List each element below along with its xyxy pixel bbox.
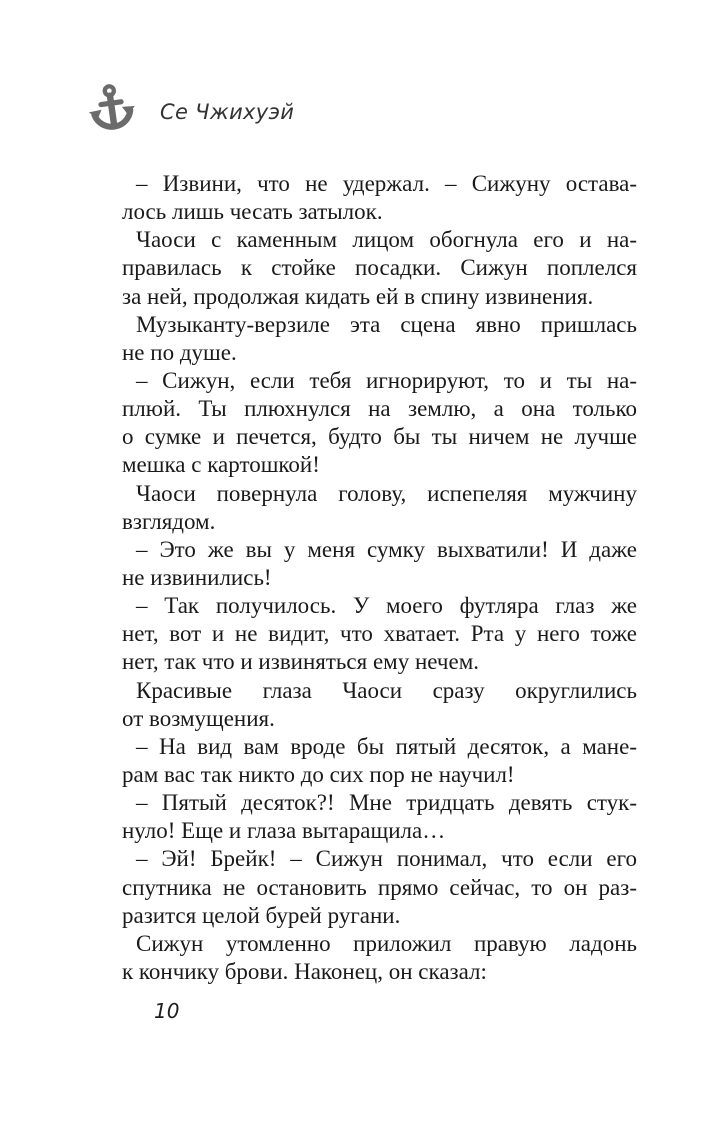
paragraph [122, 789, 637, 845]
paragraph [122, 733, 637, 789]
text-line: рам вас так никто до сих пор не научил! [122, 761, 515, 787]
text-line: – Это же вы у меня сумку выхватили! И даже [136, 536, 637, 562]
anchor-icon [82, 79, 141, 142]
text-line: спутника не остановить прямо сейчас, то он раз- [122, 874, 637, 900]
paragraph [122, 677, 637, 733]
paragraph [122, 170, 637, 226]
text-line: от возмущения. [122, 705, 275, 731]
page-number: 10 [154, 999, 180, 1023]
text-line: взглядом. [122, 508, 216, 534]
text-line: нуло! Еще и глаза вытаращила… [122, 818, 446, 844]
paragraph [122, 592, 637, 676]
text-line: не по душе. [122, 339, 237, 365]
text-line: лось лишь чесать затылок. [122, 199, 383, 225]
text-line: – На вид вам вроде бы пятый десяток, а мане- [136, 733, 637, 759]
page-text [122, 170, 637, 986]
text-line: – Сижун, если тебя игнорируют, то и ты на- [136, 367, 637, 393]
text-line: не извинились! [122, 564, 272, 590]
text-line: плюй. Ты плюхнулся на землю, а она только [122, 396, 637, 422]
text-line: – Эй! Брейк! – Сижун понимал, что если его [136, 846, 637, 872]
text-line: нет, так что и извиняться ему нечем. [122, 649, 479, 675]
paragraph [122, 226, 637, 310]
text-line: Сижун утомленно приложил правую ладонь [136, 930, 637, 956]
text-line: – Пятый десяток?! Мне тридцать девять стук- [136, 790, 637, 816]
text-line: к кончику брови. Наконец, он сказал: [122, 958, 487, 984]
paragraph [122, 845, 637, 929]
text-line: Красивые глаза Чаоси сразу округлились [136, 677, 637, 703]
paragraph [122, 367, 637, 480]
text-line: Чаоси повернула голову, испепеляя мужчину [136, 480, 637, 506]
text-line: о сумке и печется, будто бы ты ничем не лучше [122, 424, 637, 450]
paragraph [122, 930, 637, 986]
text-line: за ней, продолжая кидать ей в спину извинения. [122, 283, 594, 309]
text-line: Чаоси с каменным лицом обогнула его и на- [136, 227, 637, 253]
text-line: – Так получилось. У моего футляра глаз же [136, 593, 637, 619]
paragraph [122, 480, 637, 536]
page-header [86, 82, 294, 138]
text-line: мешка с картошкой! [122, 452, 320, 478]
text-line: правилась к стойке посадки. Сижун поплелся [122, 255, 637, 281]
text-line: Музыканту-верзиле эта сцена явно пришлась [136, 311, 637, 337]
text-line: разится целой бурей ругани. [122, 902, 401, 928]
author-name: Се Чжихуэй [160, 100, 295, 124]
text-line: – Извини, что не удержал. – Сижуну остава- [136, 171, 637, 196]
paragraph [122, 536, 637, 592]
paragraph [122, 311, 637, 367]
text-line: нет, вот и не видит, что хватает. Рта у него тоже [122, 621, 637, 647]
